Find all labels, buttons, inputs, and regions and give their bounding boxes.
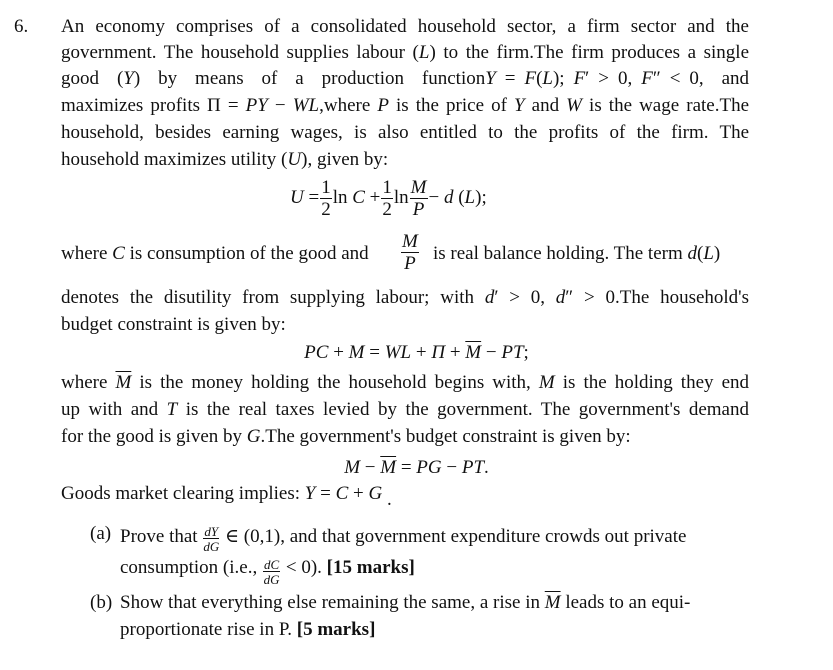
- real-balance-fraction: $\frac{M}{P}$: [402, 231, 418, 274]
- intro-line-4: maximizes profits Π = PY − WL,where P is the price of Y and W is the wage rate.The: [61, 95, 750, 116]
- budget-equation: PC + M = WL + $\Pi + \overline{M}$ − PT;: [304, 342, 529, 363]
- part-a-line-2: consumption (i.e., $\frac{dC}{dG}$ < 0). [15 marks]: [120, 557, 415, 587]
- utility-equation: U = $\frac{1}{2}$ ln C + $\frac{1}{2}$ ln $\frac{M}{P}$ − d (L);: [290, 177, 487, 220]
- disutility-line-2: budget constraint is given by:: [61, 314, 286, 335]
- intro-line-2: government. The household supplies labour (L) to the firm.The firm produces a single: [61, 42, 750, 63]
- intro-line-1: An economy comprises of a consolidated household sector, a firm sector and the: [61, 16, 749, 37]
- where-money-line-3: for the good is given by G.The government's budget constraint is given by:: [61, 426, 631, 447]
- intro-line-5: household, besides earning wages, is also entitled to the profits of the firm. The: [61, 122, 749, 143]
- part-b-line-1: Show that everything else remaining the same, a rise in $\overline{M}$ leads to an equi-: [120, 592, 691, 613]
- question-number: 6.: [14, 16, 29, 37]
- intro-line-6: household maximizes utility (U), given by:: [61, 149, 389, 170]
- part-a-marks: [15 marks]: [326, 557, 415, 578]
- part-a-line-1: Prove that $\frac{dY}{dG}$ ∈ (0,1), and that government expenditure crowds out private: [120, 524, 687, 554]
- where-money-line-1: where $\overline{M}$ is the money holding the household begins with, M is the holding they end: [61, 372, 749, 393]
- where-consumption-text: where C is consumption of the good and: [61, 243, 369, 264]
- where-money-line-2: up with and T is the real taxes levied by the government. The government's demand: [61, 399, 749, 420]
- part-a-label: (a): [90, 523, 112, 544]
- part-b-marks: [5 marks]: [296, 619, 376, 640]
- part-b-line-2: proportionate rise in P. [5 marks]: [120, 619, 376, 640]
- government-equation: $M - \overline{M}$ = PG − PT.: [344, 457, 489, 478]
- real-balance-text: is real balance holding. The term d(L): [433, 243, 721, 264]
- part-b-label: (b): [90, 592, 113, 613]
- intro-line-3: good (Y) by means of a production functionY = F(L); F′ > 0, F″ < 0, and: [61, 68, 749, 89]
- disutility-line-1: denotes the disutility from supplying labour; with d′ > 0, d″ > 0.The household's: [61, 287, 749, 308]
- market-clearing-text: Goods market clearing implies: Y = C + G .: [61, 483, 392, 510]
